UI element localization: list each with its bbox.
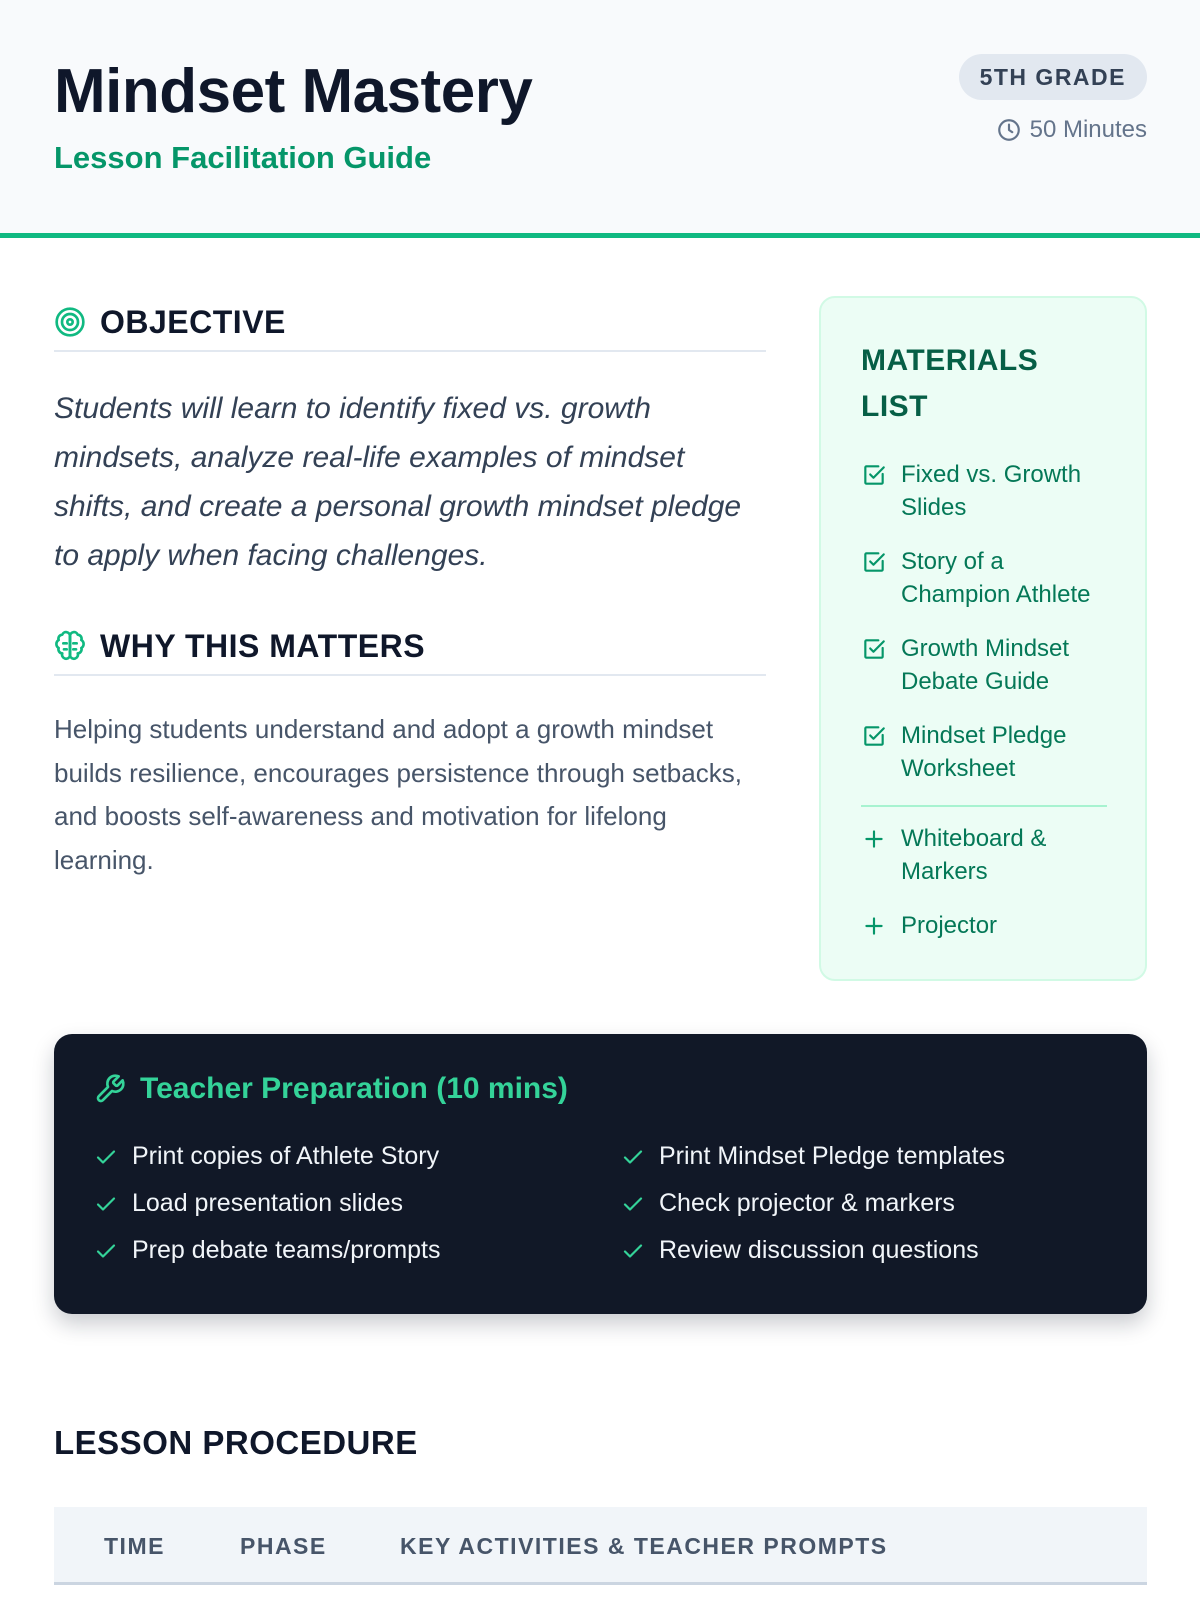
objective-heading	[54, 294, 766, 352]
check-icon	[621, 1192, 645, 1216]
materials-divider	[861, 805, 1107, 807]
prep-heading	[94, 1072, 568, 1106]
material-extra-item	[861, 909, 1111, 942]
material-item	[861, 458, 1111, 524]
procedure-title: LESSON PROCEDURE	[54, 1424, 418, 1461]
wrench-icon	[94, 1073, 126, 1105]
prep-item	[94, 1189, 403, 1218]
material-label: Mindset Pledge Worksheet	[901, 722, 1067, 782]
column-header-activities: KEY ACTIVITIES & TEACHER PROMPTS	[400, 1533, 888, 1559]
checkbox-icon	[861, 462, 887, 488]
objective-title: OBJECTIVE	[100, 303, 286, 340]
plus-icon	[861, 826, 887, 852]
plus-icon	[861, 913, 887, 939]
materials-panel	[819, 296, 1147, 981]
material-item	[861, 545, 1111, 611]
objective-text: Students will learn to identify fixed vs. growth mindsets, analyze real-life examples of mindset shifts, and create a personal growth mindset pledge to apply when facing challenges.	[54, 392, 742, 572]
prep-item-label: Check projector & markers	[659, 1189, 955, 1217]
page-header	[0, 0, 1200, 238]
grade-badge: 5TH GRADE	[959, 54, 1147, 100]
check-icon	[94, 1145, 118, 1169]
material-label: Story of a Champion Athlete	[901, 548, 1091, 608]
materials-title: MATERIALS LIST	[861, 344, 1039, 423]
why-text: Helping students understand and adopt a growth mindset builds resilience, encourages persistence through setbacks, and boosts self-awareness and motivation for lifelong learning.	[54, 714, 742, 875]
prep-item-label: Print copies of Athlete Story	[132, 1142, 440, 1170]
target-icon	[54, 306, 86, 338]
prep-item	[94, 1236, 441, 1265]
check-icon	[621, 1239, 645, 1263]
check-icon	[94, 1239, 118, 1263]
checkbox-icon	[861, 549, 887, 575]
clock-icon	[996, 117, 1022, 143]
prep-item-label: Print Mindset Pledge templates	[659, 1142, 1006, 1170]
column-header-time: TIME	[104, 1533, 165, 1559]
brain-icon	[54, 630, 86, 662]
check-icon	[621, 1145, 645, 1169]
check-icon	[94, 1192, 118, 1216]
page-title: Mindset Mastery	[54, 57, 533, 126]
material-extra-item	[861, 822, 1111, 888]
material-item	[861, 719, 1111, 785]
prep-title: Teacher Preparation (10 mins)	[140, 1072, 568, 1105]
prep-item	[621, 1142, 1005, 1171]
duration-text: 50 Minutes	[1029, 116, 1147, 143]
why-heading	[54, 618, 766, 676]
page-subtitle: Lesson Facilitation Guide	[54, 140, 432, 175]
column-header-phase: PHASE	[240, 1533, 327, 1559]
prep-item	[621, 1236, 979, 1265]
material-label: Growth Mindset Debate Guide	[901, 635, 1070, 695]
material-label: Fixed vs. Growth Slides	[901, 461, 1082, 521]
material-label: Projector	[901, 912, 998, 939]
checkbox-icon	[861, 636, 887, 662]
prep-item	[94, 1142, 439, 1171]
prep-item-label: Review discussion questions	[659, 1236, 979, 1264]
prep-item-label: Prep debate teams/prompts	[132, 1236, 441, 1264]
prep-item-label: Load presentation slides	[132, 1189, 404, 1217]
teacher-prep-panel	[54, 1034, 1147, 1314]
why-title: WHY THIS MATTERS	[100, 627, 426, 664]
procedure-table-header	[54, 1507, 1147, 1585]
checkbox-icon	[861, 723, 887, 749]
material-label: Whiteboard & Markers	[901, 825, 1047, 885]
prep-item	[621, 1189, 955, 1218]
material-item	[861, 632, 1111, 698]
duration-info	[996, 116, 1147, 144]
